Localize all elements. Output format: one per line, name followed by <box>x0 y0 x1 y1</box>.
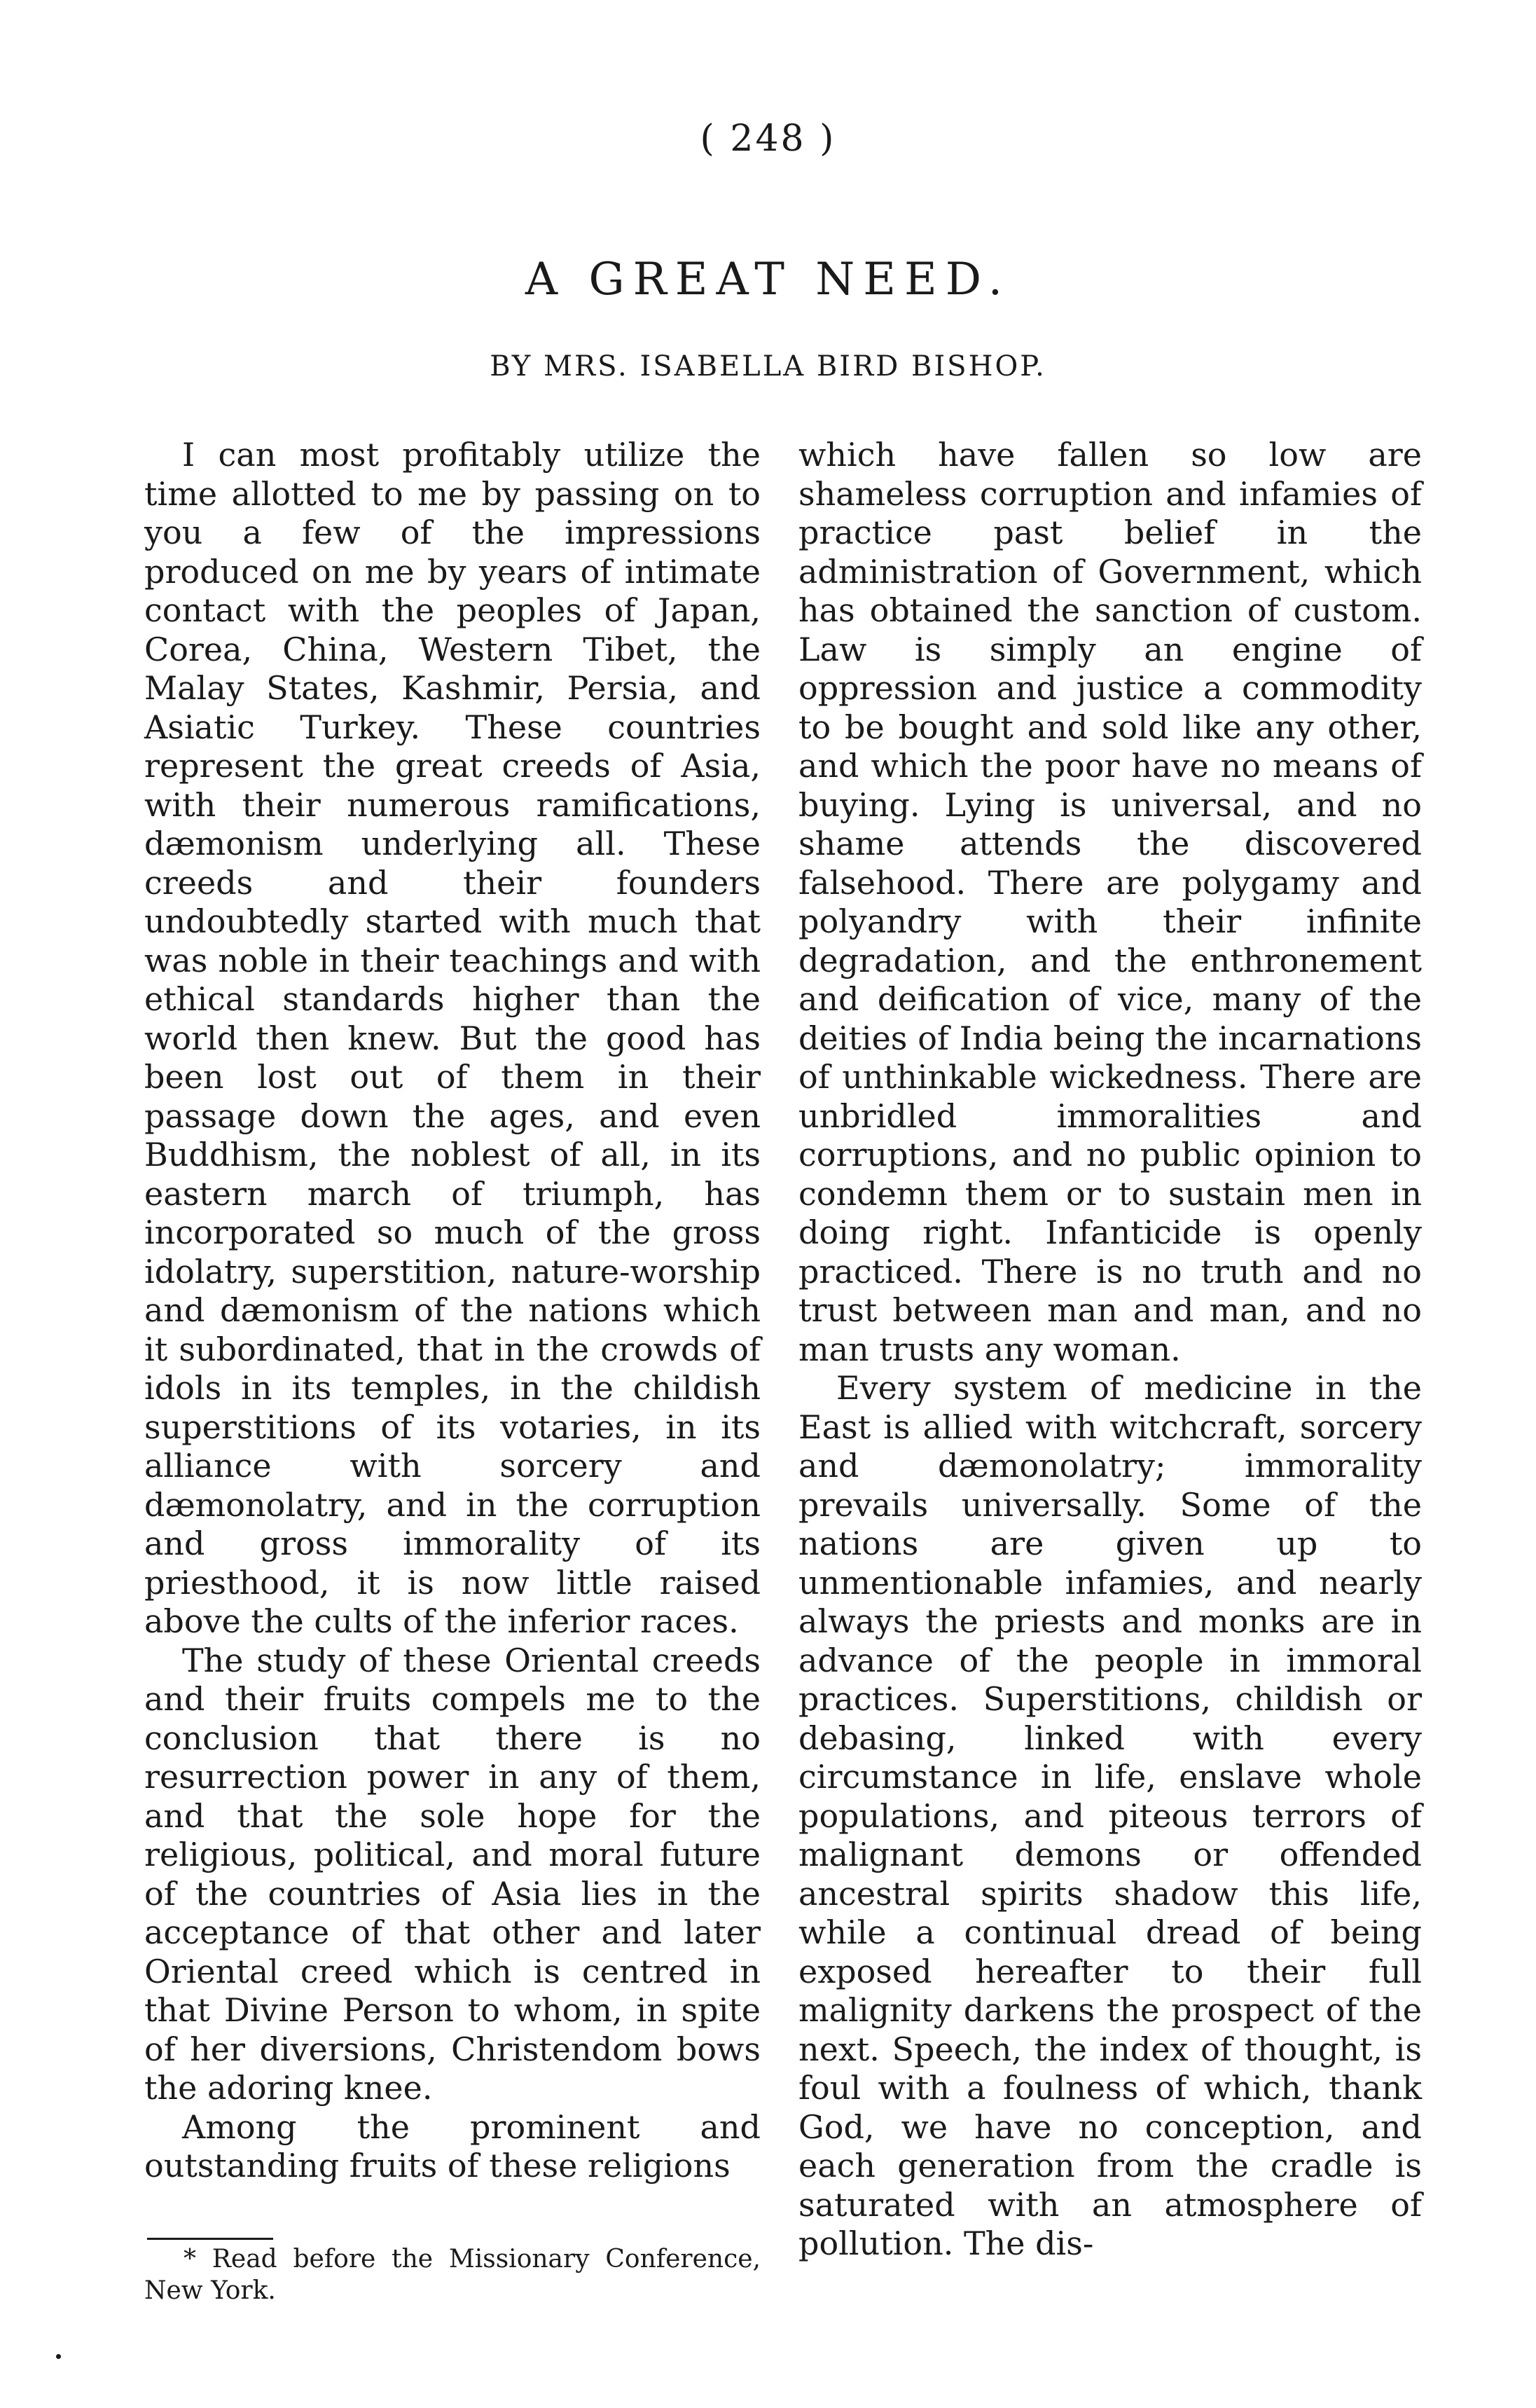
footnote-divider <box>147 2238 273 2240</box>
page-mark <box>56 2354 61 2359</box>
right-column <box>798 436 1422 2264</box>
left-column <box>144 436 761 2186</box>
article-title: A GREAT NEED. <box>525 254 1011 305</box>
paragraph: The study of these Oriental creeds and their fruits compels me to the conclusion that there is no resurrection power in any of them, and that the sole hope for the religious, political, and moral future of the countries of Asia lies in the acceptance of that other and later Oriental creed which is centred in that Divine Person to whom, in spite of her diversions, Christendom bows the adoring knee. <box>144 1641 761 2107</box>
page-number: ( 248 ) <box>700 118 836 160</box>
paragraph: I can most profitably utilize the time allotted to me by passing on to you a few of the impressions produced on me by years of intimate contact with the peoples of Japan, Corea, China, Western Tibet, the Malay States, Kashmir, Persia, and Asiatic Turkey. These countries represent the great creeds of Asia, with their numerous ramifications, dæmonism underlying all. These creeds and their founders undoubtedly started with much that was noble in their teachings and with ethical standards higher than the world then knew. But the good has been lost out of them in their passage down the ages, and even Buddhism, the noblest of all, in its eastern march of triumph, has incorporated so much of the gross idolatry, superstition, nature-worship and dæmonism of the nations which it subordinated, that in the crowds of idols in its temples, in the childish superstitions of its votaries, in its alliance with sorcery and dæmonolatry, and in the corruption and gross immorality of its priesthood, it is now little raised above the cults of the inferior races. <box>144 436 761 1640</box>
article-byline: BY MRS. ISABELLA BIRD BISHOP. <box>490 350 1046 383</box>
paragraph: Every system of medicine in the East is allied with witchcraft, sorcery and dæmonolatry; immorality prevails universally. Some of the nations are given up to unmentionable infamies, and nearly always the priests and monks are in advance of the people in immoral practices. Superstitions, childish or debasing, linked with every circumstance in life, enslave whole populations, and piteous terrors of malignant demons or offended ancestral spirits shadow this life, while a continual dread of being exposed hereafter to their full malignity darkens the prospect of the next. Speech, the index of thought, is foul with a foulness of which, thank God, we have no conception, and each generation from the cradle is saturated with an atmosphere of pollution. The dis- <box>798 1369 1422 2262</box>
paragraph: Among the prominent and outstanding fruits of these religions <box>144 2107 761 2185</box>
footnote: * Read before the Missionary Conference, New York. <box>144 2245 761 2305</box>
paragraph: which have fallen so low are shameless corruption and infamies of practice past belief in the administration of Government, which has obtained the sanction of custom. Law is simply an engine of oppression and justice a commodity to be bought and sold like any other, and which the poor have no means of buying. Lying is universal, and no shame attends the discovered falsehood. There are polygamy and polyandry with their infinite degradation, and the enthronement and deification of vice, many of the deities of India being the incarnations of unthinkable wickedness. There are unbridled immoralities and corruptions, and no public opinion to condemn them or to sustain men in doing right. Infanticide is openly practiced. There is no truth and no trust between man and man, and no man trusts any woman. <box>798 436 1422 1368</box>
